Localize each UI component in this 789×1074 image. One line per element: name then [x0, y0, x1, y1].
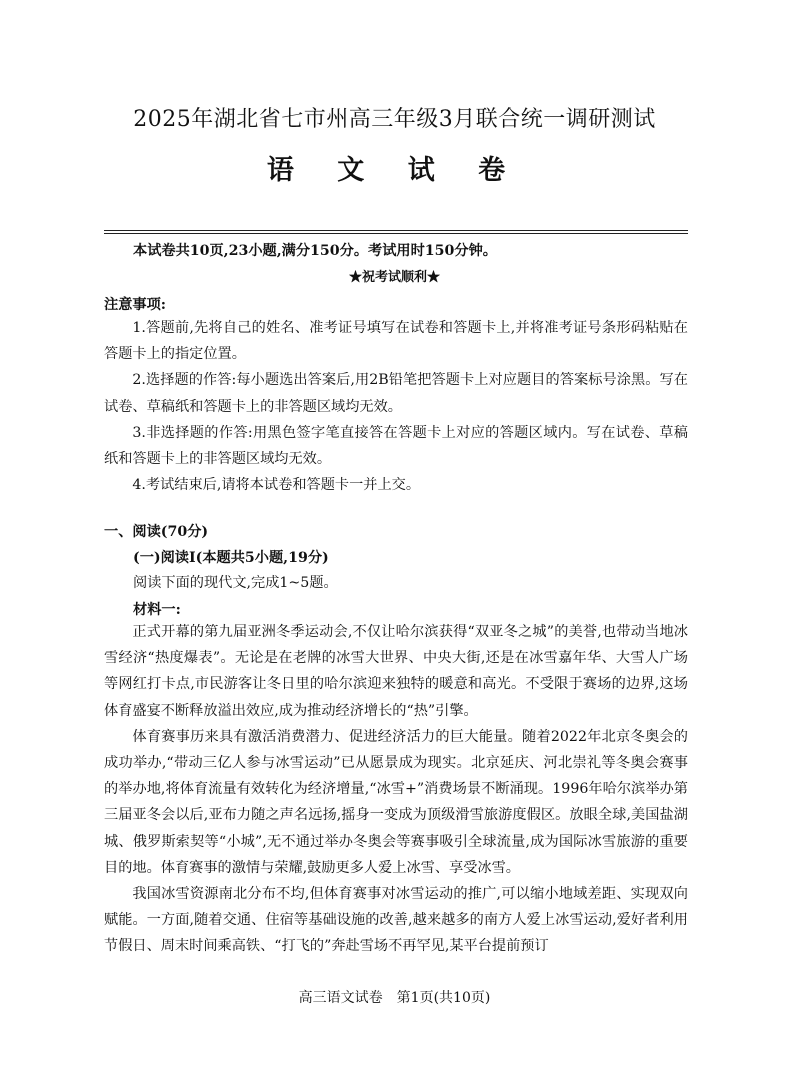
page-footer: 高三语文试卷 第1页(共10页): [298, 990, 491, 1006]
notice-heading: 注意事项:: [104, 297, 166, 313]
section-heading: 一、阅读(70分): [104, 524, 209, 540]
material-paragraph: 我国冰雪资源南北分布不均,但体育赛事对冰雪运动的推广,可以缩小地域差距、实现双向赋能。一方面,随着交通、住宿等基础设施的改善,越来越多的南方人爱上冰雪运动,爱好者利用节假日、周末时间乘高铁、“打飞的”奔赴雪场不再罕见,某平台提前预订: [104, 886, 688, 955]
subject-title: 语 文 试 卷: [266, 155, 523, 186]
good-luck-banner: ★祝考试顺利★: [348, 270, 440, 285]
divider-bottom: [104, 233, 688, 234]
notice-item: 1.答题前,先将自己的姓名、准考证号填写在试卷和答题卡上,并将准考证号条形码粘贴在答题卡上的指定位置。: [104, 320, 688, 363]
subsection-heading: (一)阅读Ⅰ(本题共5小题,19分): [133, 550, 329, 566]
divider-top: [104, 230, 688, 231]
notice-item: 2.选择题的作答:每小题选出答案后,用2B铅笔把答题卡上对应题目的答案标号涂黑。写在试卷、草稿纸和答题卡上的非答题区域均无效。: [104, 372, 688, 415]
exam-title: 2025年湖北省七市州高三年级3月联合统一调研测试: [133, 107, 656, 132]
notice-list: [104, 315, 688, 498]
exam-info: 本试卷共10页,23小题,满分150分。考试用时150分钟。: [133, 243, 497, 259]
notice-item: 4.考试结束后,请将本试卷和答题卡一并上交。: [132, 477, 421, 494]
material-paragraph: 体育赛事历来具有激活消费潜力、促进经济活力的巨大能量。随着2022年北京冬奥会的成功举办,“带动三亿人参与冰雪运动”已从愿景成为现实。北京延庆、河北崇礼等冬奥会赛事的举办地,将体育流量有效转化为经济增量,“冰雪+”消费场景不断涌现。1996年哈尔滨举办第三届亚冬会以后,亚布力随之声名远扬,摇身一变成为顶级滑雪旅游度假区。放眼全球,美国盐湖城、俄罗斯索契等“小城”,无不通过举办冬奥会等赛事吸引全球流量,成为国际冰雪旅游的重要目的地。体育赛事的激情与荣耀,鼓励更多人爱上冰雪、享受冰雪。: [104, 728, 688, 876]
material-text: [104, 619, 688, 960]
material-label: 材料一:: [133, 602, 181, 618]
notice-item: 3.非选择题的作答:用黑色签字笔直接答在答题卡上对应的答题区域内。写在试卷、草稿纸和答题卡上的非答题区域均无效。: [104, 424, 688, 468]
material-paragraph: 正式开幕的第九届亚洲冬季运动会,不仅让哈尔滨获得“双亚冬之城”的美誉,也带动当地冰雪经济“热度爆表”。无论是在老牌的冰雪大世界、中央大街,还是在冰雪嘉年华、大雪人广场等网红打卡点,市民游客让冬日里的哈尔滨迎来独特的暖意和高光。不受限于赛场的边界,这场体育盛宴不断释放溢出效应,成为推动经济增长的“热”引擎。: [104, 624, 688, 719]
reading-instruction: 阅读下面的现代文,完成1~5题。: [133, 575, 338, 591]
